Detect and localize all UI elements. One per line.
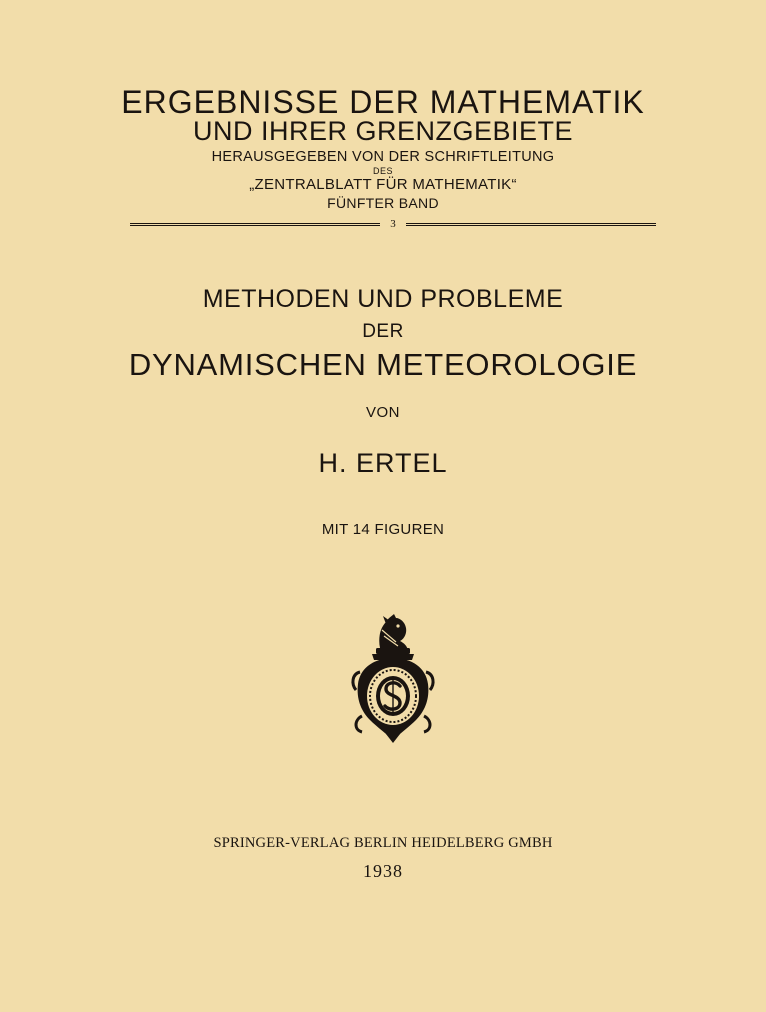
issue-number: 3 — [390, 217, 396, 230]
springer-chess-knight-logo-icon — [350, 612, 436, 744]
divider-rule-right — [406, 223, 656, 226]
series-volume: FÜNFTER BAND — [327, 195, 439, 211]
series-divider — [130, 218, 656, 230]
book-title-line1: METHODEN UND PROBLEME — [202, 285, 564, 313]
publisher-name: SPRINGER-VERLAG BERLIN HEIDELBERG GMBH — [213, 835, 553, 851]
series-title-line1: ERGEBNISSE DER MATHEMATIK — [121, 84, 645, 120]
series-title-line2: UND IHRER GRENZGEBIETE — [192, 116, 574, 146]
book-title-line2: DER — [362, 321, 404, 342]
book-title-line3: DYNAMISCHEN METEOROLOGIE — [128, 347, 638, 382]
divider-rule-left — [130, 223, 380, 226]
series-editor-journal: „ZENTRALBLATT FÜR MATHEMATIK“ — [249, 176, 517, 193]
author-name: H. ERTEL — [318, 448, 448, 478]
series-editor-line: HERAUSGEGEBEN VON DER SCHRIFTLEITUNG — [211, 149, 555, 165]
series-editor-des: DES — [372, 166, 393, 176]
publication-year: 1938 — [363, 861, 403, 881]
figures-note: MIT 14 FIGUREN — [321, 521, 445, 538]
by-label: VON — [365, 404, 400, 421]
